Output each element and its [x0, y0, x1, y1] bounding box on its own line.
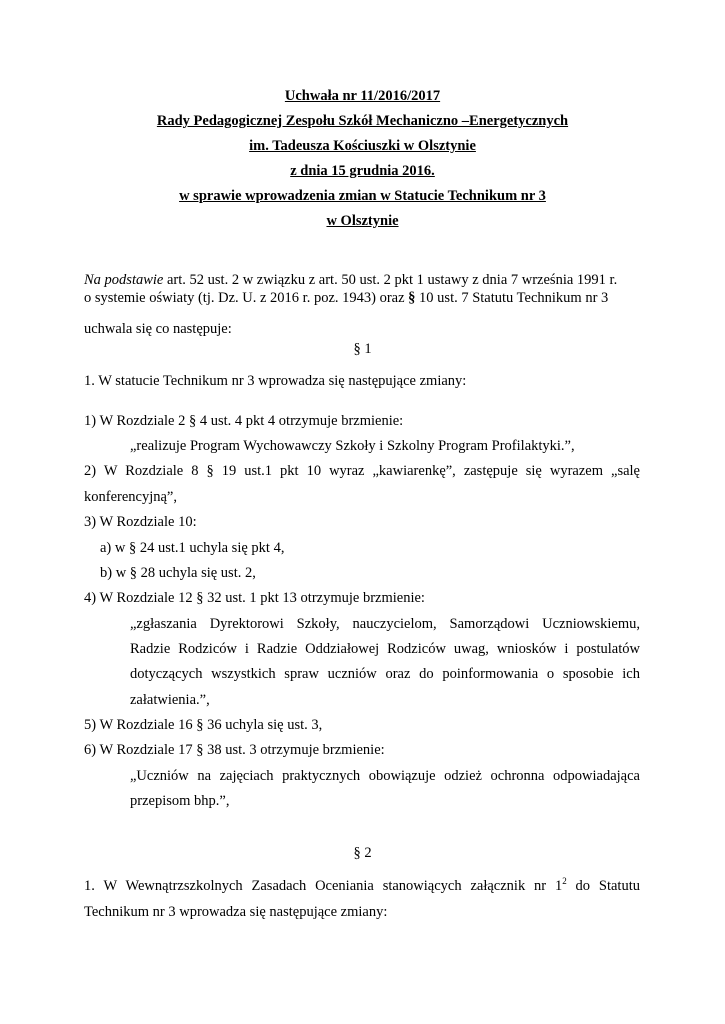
item-3-b: b) w § 28 uchyla się ust. 2, [100, 565, 256, 581]
resolution-title: Uchwała nr 11/2016/2017 [284, 88, 441, 104]
resolution-date: z dnia 15 grudnia 2016. [290, 163, 435, 179]
preamble-line-3: uchwala się co następuje: [84, 321, 232, 337]
resolution-location: w Olsztynie [326, 213, 399, 229]
item-1: 1) W Rozdziale 2 § 4 ust. 4 pkt 4 otrzymuje brzmienie: [84, 413, 404, 429]
item-3: 3) W Rozdziale 10: [84, 514, 197, 530]
section-2-line-1: 1. W Wewnątrzszkolnych Zasadach Oceniania stanowiących załącznik nr $1^2$ do Statutu [84, 876, 640, 894]
item-4-quote-line-1: „zgłaszania Dyrektorowi Szkoły, nauczycielom, Samorządowi Uczniowskiemu, [130, 616, 640, 632]
item-2-line-2: konferencyjną”, [84, 489, 177, 505]
item-6-quote-line-2: przepisom bhp.”, [130, 793, 230, 809]
item-6: 6) W Rozdziale 17 § 38 ust. 3 otrzymuje brzmienie: [84, 742, 385, 758]
footnote-ref: 2 [562, 876, 567, 887]
preamble-line-2: o systemie oświaty (tj. Dz. U. z 2016 r. poz. 1943) oraz § 10 ust. 7 Statutu Technikum nr 3 [84, 290, 609, 306]
paragraph-sign: § [408, 290, 416, 306]
section-2-heading: § 2 [353, 845, 372, 861]
resolution-subject: w sprawie wprowadzenia zmian w Statucie Technikum nr 3 [179, 188, 546, 204]
item-4-quote-line-2: Radzie Rodziców i Radzie Oddziałowej Rodziców uwag, wniosków i postulatów [130, 641, 640, 657]
item-1-quote: „realizuje Program Wychowawczy Szkoły i Szkolny Program Profilaktyki.”, [130, 438, 575, 454]
item-3-a: a) w § 24 ust.1 uchyla się pkt 4, [100, 540, 285, 556]
item-6-quote-line-1: „Uczniów na zajęciach praktycznych obowiązuje odzież ochronna odpowiadająca [130, 768, 640, 784]
preamble-line-1-rest: art. 52 ust. 2 w związku z art. 50 ust. 2 pkt 1 ustawy z dnia 7 września 1991 r. [163, 272, 618, 288]
section-1-heading: § 1 [353, 341, 372, 357]
preamble-line-1 [84, 272, 617, 289]
section-2-line-2: Technikum nr 3 wprowadza się następujące zmiany: [84, 904, 388, 920]
item-2-line-1: 2) W Rozdziale 8 § 19 ust.1 pkt 10 wyraz „kawiarenkę”, zastępuje się wyrazem „salę [84, 463, 640, 479]
item-4: 4) W Rozdziale 12 § 32 ust. 1 pkt 13 otrzymuje brzmienie: [84, 590, 425, 606]
item-4-quote-line-4: załatwienia.”, [130, 692, 210, 708]
council-name: Rady Pedagogicznej Zespołu Szkół Mechaniczno –Energetycznych [156, 113, 569, 129]
school-patron: im. Tadeusza Kościuszki w Olsztynie [249, 138, 476, 154]
section-1-intro: 1. W statucie Technikum nr 3 wprowadza się następujące zmiany: [84, 373, 467, 389]
preamble-italic: Na podstawie [84, 272, 164, 288]
item-4-quote-line-3: dotyczących wszystkich spraw uczniów oraz do poinformowania o sposobie ich [130, 666, 640, 682]
item-5: 5) W Rozdziale 16 § 36 uchyla się ust. 3, [84, 717, 323, 733]
